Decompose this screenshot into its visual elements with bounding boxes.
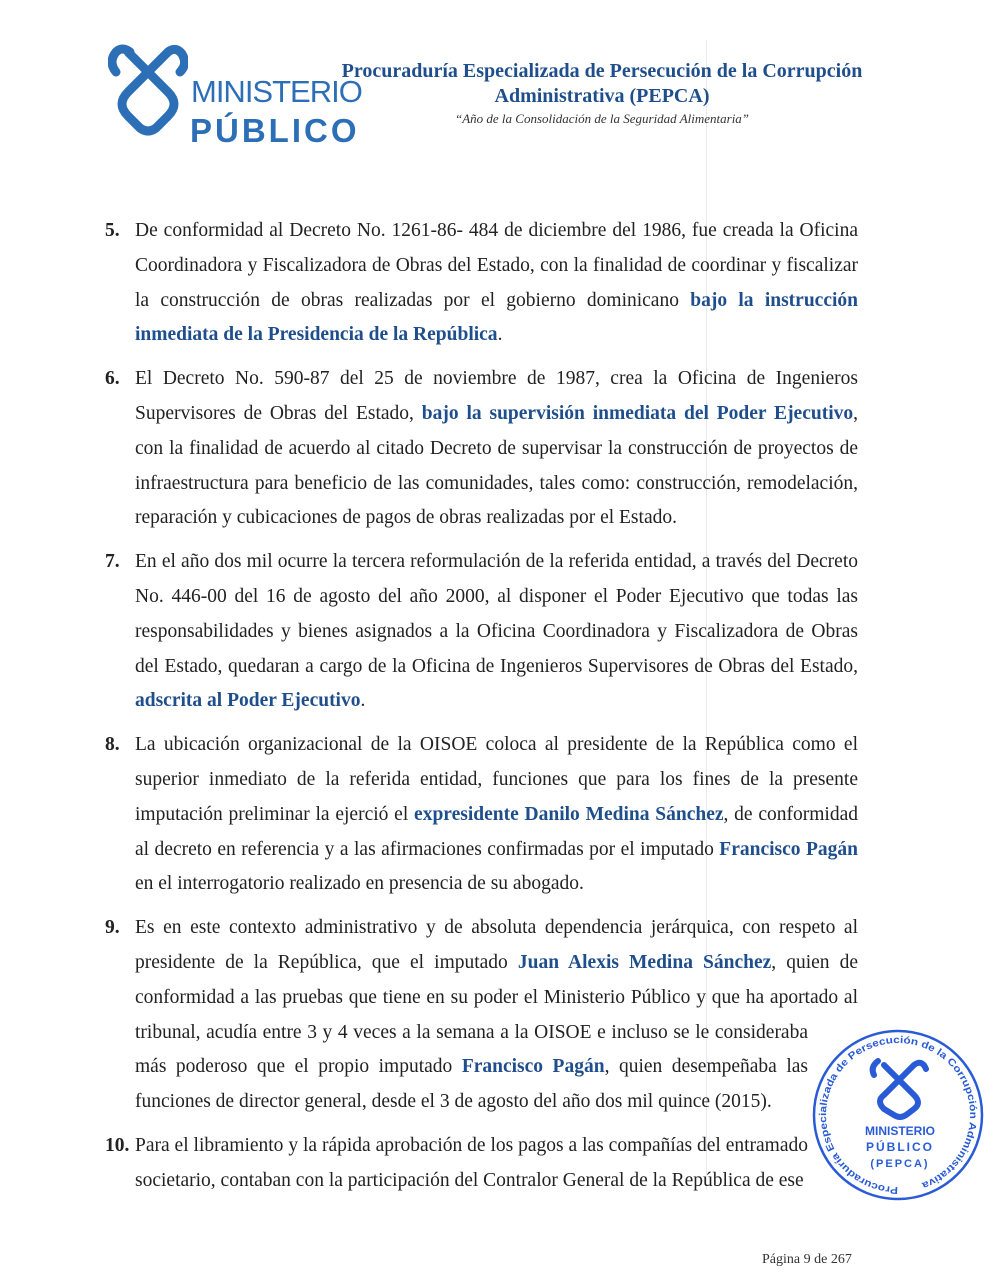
numbered-paragraph — [105, 545, 858, 719]
highlighted-text: bajo la instrucción inmediata de la Presidencia de la República — [135, 289, 858, 346]
header-title-2: Administrativa (PEPCA) — [494, 85, 710, 107]
paragraph-text: De conformidad al Decreto No. 1261-86- 484 de diciembre del 1986, fue creada la Oficina Coordinadora y Fiscalizadora de Obras del Estado, con la finalidad de coordinar y fiscalizar la construcción de obras realizadas por el gobierno dominicano — [135, 220, 858, 311]
header-title-1: Procuraduría Especializada de Persecución de la Corrupción — [341, 60, 863, 82]
numbered-paragraph — [105, 214, 858, 353]
numbered-paragraph — [105, 728, 858, 902]
highlighted-text: bajo la supervisión inmediata del Poder Ejecutivo — [421, 402, 854, 424]
paragraph-text: Es en este contexto administrativo y de absoluta dependencia jerárquica, con respeto al presidente de la República, que el imputado — [135, 917, 858, 973]
highlighted-text: Francisco Pagán — [719, 838, 859, 860]
paragraph-text: Para el libramiento y la rápida aprobación de los pagos a las compañías del entramado societario, contaban con la participación del Contralor General de la República de ese — [135, 1134, 808, 1191]
paragraph-text: La ubicación organizacional de la OISOE coloca al presidente de la República como el superior inmediato de la referida entidad, funciones que para los fines de la presente imputación preliminar la ejerció el — [135, 734, 858, 825]
knot-logo-icon — [108, 40, 188, 136]
stamp-ring-text: Procuraduría Especializada de Persecución de la Corrupción Administrativa — [818, 1035, 979, 1196]
paragraph-number: 6. — [105, 368, 120, 390]
paragraph-text: En el año dos mil ocurre la tercera reformulación de la referida entidad, a través del Decreto No. 446-00 del 16 de agosto del año 2000, al disponer el Poder Ejecutivo que todas las responsabilidades y bienes asignados a la Oficina Coordinadora y Fiscalizadora de Obras del Estado, quedaran a cargo de la Oficina de Ingenieros Supervisores de Obras del Estado, — [135, 551, 858, 677]
paragraph-text: , quien desempeñaba las funciones de director general, desde el 3 de agosto del año dos mil quince (2015). — [135, 1056, 809, 1113]
paragraph-text: . — [497, 324, 503, 346]
numbered-paragraph — [105, 1129, 858, 1199]
paragraph-text: . — [360, 690, 366, 712]
page-number: Página 9 de 267 — [762, 1252, 852, 1267]
paragraph-text: , de conformidad al decreto en referencia y a las afirmaciones confirmadas por el imputado — [135, 803, 859, 860]
paragraph-number: 9. — [105, 917, 120, 939]
logo-line-1: MINISTERIO — [191, 74, 362, 109]
stamp-line-2: PÚBLICO — [866, 1140, 934, 1155]
paragraph-text: , con la finalidad de acuerdo al citado Decreto de supervisar la construcción de proyectos de infraestructura para beneficio de las comunidades, tales como: construcción, remodelación, reparación y cubicaciones de pagos de obras realizadas por el Estado. — [135, 402, 859, 529]
paragraph-number: 5. — [105, 220, 120, 241]
paragraph-text: , quien de conformidad a las pruebas que tiene en su poder el Ministerio Público y que ha aportado al tribunal, acudía entre 3 y 4 veces a la semana a la OISOE e incluso se le consideraba más poderoso que el propio imputado — [135, 951, 858, 1078]
logo-line-2: PÚBLICO — [190, 112, 360, 149]
paragraph-text: El Decreto No. 590-87 del 25 de noviembre de 1987, crea la Oficina de Ingenieros Supervisores de Obras del Estado, — [135, 368, 858, 424]
stamp-line-3: (PEPCA) — [870, 1158, 930, 1171]
highlighted-text: Juan Alexis Medina Sánchez — [517, 951, 772, 973]
stamp-line-1: MINISTERIO — [864, 1124, 936, 1139]
stamp-knot-icon — [873, 1061, 926, 1117]
highlighted-text: Francisco Pagán — [461, 1056, 605, 1078]
header-motto: “Año de la Consolidación de la Seguridad Alimentaria” — [454, 111, 750, 126]
paragraph-number: 8. — [105, 734, 120, 756]
paragraph-text: en el interrogatorio realizado en presencia de su abogado. — [135, 873, 584, 895]
paragraph-number: 10. — [105, 1134, 130, 1156]
document-body — [105, 214, 979, 1208]
document-header — [322, 60, 882, 127]
numbered-paragraph — [105, 362, 858, 536]
ministerio-publico-logo — [108, 40, 362, 149]
highlighted-text: expresidente Danilo Medina Sánchez — [414, 803, 724, 825]
paragraph-number: 7. — [105, 551, 120, 573]
highlighted-text: adscrita al Poder Ejecutivo — [135, 690, 361, 712]
